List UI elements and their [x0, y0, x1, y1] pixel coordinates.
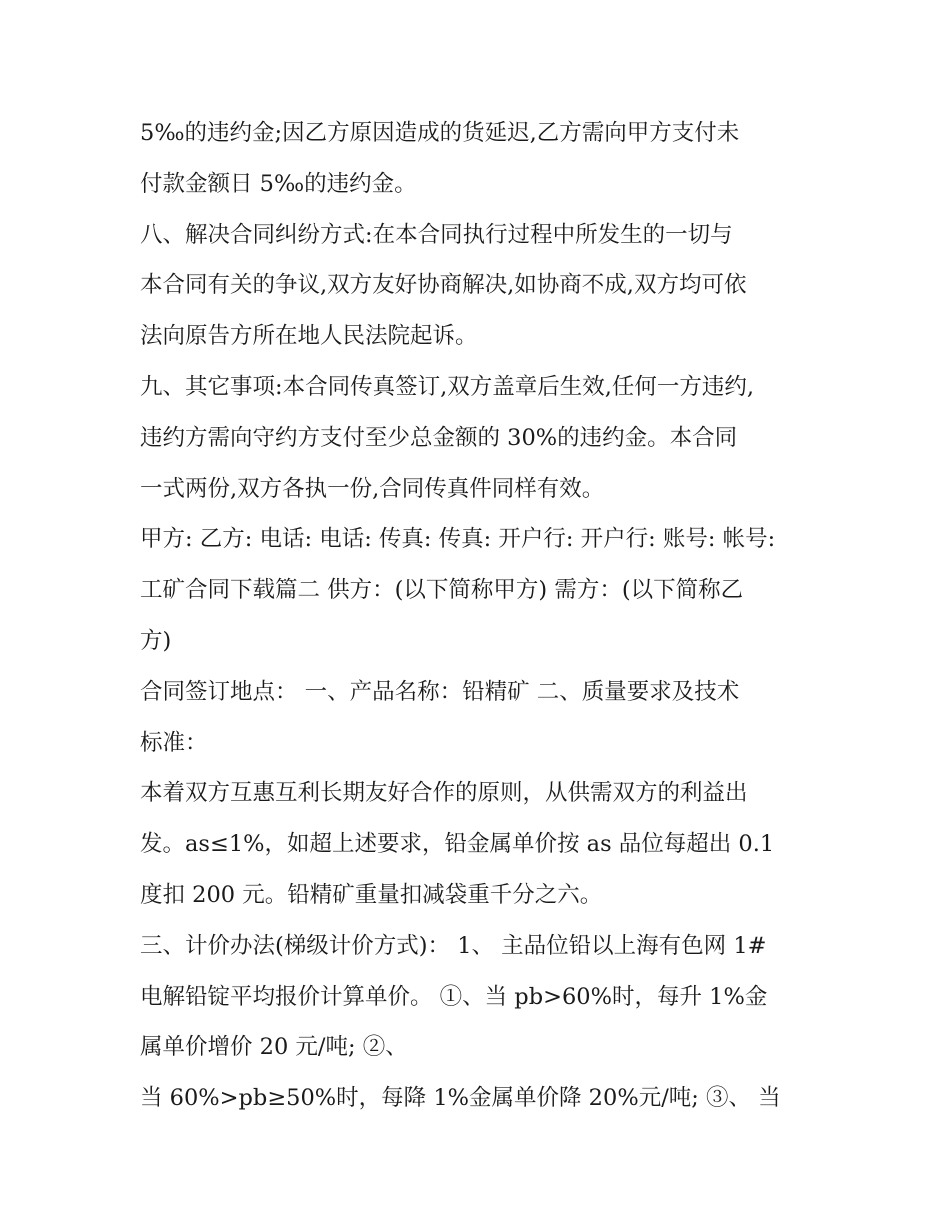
text-line: 违约方需向守约方支付至少总金额的 30%的违约金。本合同 — [140, 424, 738, 451]
text-line: 九、其它事项:本合同传真签订,双方盖章后生效,任何一方违约, — [140, 373, 755, 400]
text-line: 5‰的违约金;因乙方原因造成的货延迟,乙方需向甲方支付未 — [140, 120, 740, 146]
text-line: 度扣 200 元。铅精矿重量扣减袋重千分之六。 — [140, 881, 603, 908]
text-line: 发。as≤1%，如超上述要求，铅金属单价按 as 品位每超出 0.1 — [140, 831, 775, 858]
text-line: 当 60%>pb≥50%时，每降 1%金属单价降 20%元/吨; ③、 当 — [140, 1085, 781, 1112]
document-body — [140, 108, 820, 1124]
text-line: 属单价增价 20 元/吨; ②、 — [140, 1034, 408, 1061]
text-line: 付款金额日 5‰的违约金。 — [140, 170, 417, 197]
text-line: 方) — [140, 627, 172, 654]
text-line: 本着双方互惠互利长期友好合作的原则，从供需双方的利益出 — [140, 780, 748, 807]
text-line: 八、解决合同纠纷方式:在本合同执行过程中所发生的一切与 — [140, 221, 733, 248]
text-line: 工矿合同下载篇二 供方：(以下简称甲方) 需方：(以下简称乙 — [140, 577, 744, 604]
text-line: 法向原告方所在地人民法院起诉。 — [140, 323, 478, 350]
text-line: 甲方: 乙方: 电话: 电话: 传真: 传真: 开户行: 开户行: 账号: 帐号: — [140, 526, 776, 553]
text-line: 标准： — [140, 729, 208, 756]
text-line: 电解铅锭平均报价计算单价。 ①、当 pb>60%时，每升 1%金 — [140, 983, 768, 1010]
text-line: 一式两份,双方各执一份,合同传真件同样有效。 — [140, 475, 605, 502]
text-line: 三、计价办法(梯级计价方式)： 1、 主品位铅以上海有色网 1# — [140, 932, 767, 959]
text-line: 本合同有关的争议,双方友好协商解决,如协商不成,双方均可依 — [140, 272, 747, 299]
text-line: 合同签订地点： 一、产品名称：铅精矿 二、质量要求及技术 — [140, 678, 740, 705]
